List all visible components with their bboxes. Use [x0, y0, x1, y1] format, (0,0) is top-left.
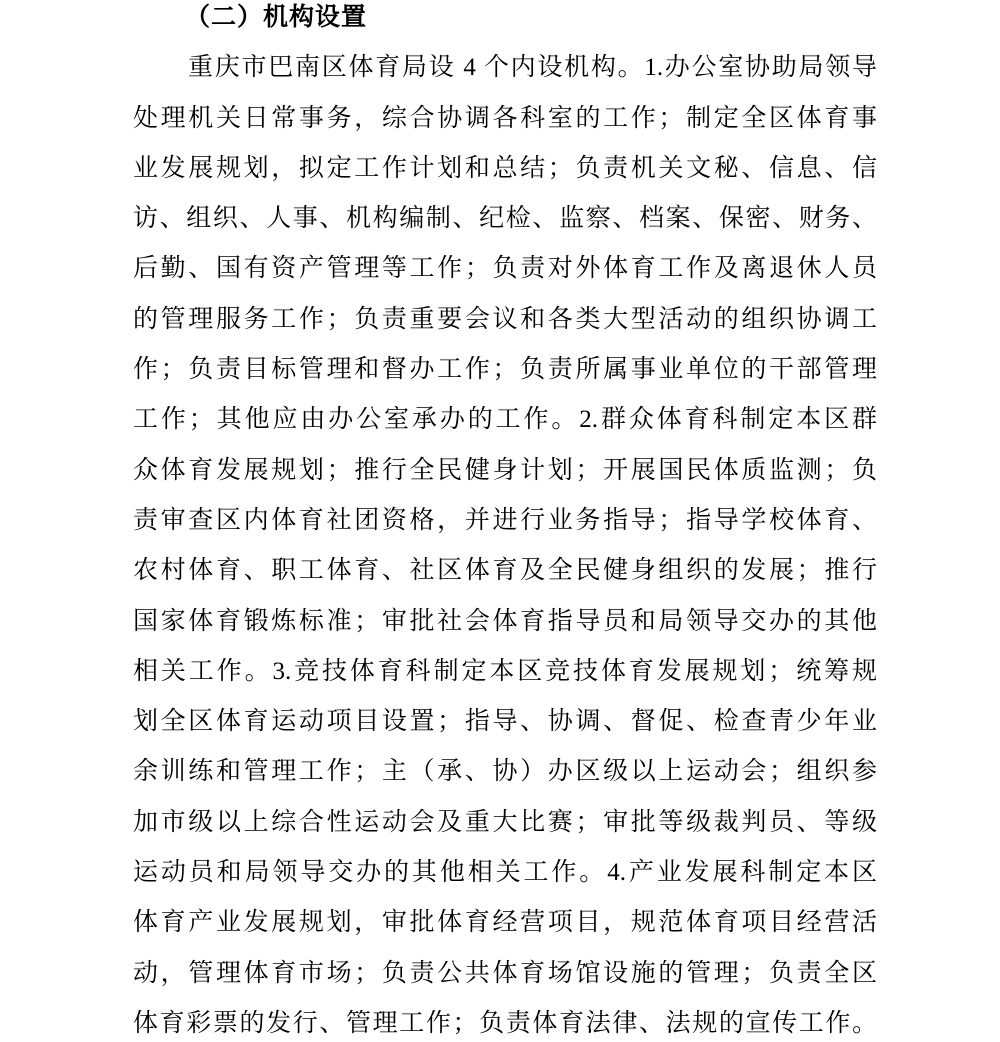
text-line: 业发展规划，拟定工作计划和总结；负责机关文秘、信息、信 [133, 154, 877, 182]
text-line: 余训练和管理工作；主（承、协）办区级以上运动会；组织参 [133, 758, 877, 786]
text-line: 工作；其他应由办公室承办的工作。2.群众体育科制定本区群 [133, 406, 877, 434]
text-line: 访、组织、人事、机构编制、纪检、监察、档案、保密、财务、 [133, 205, 877, 233]
text-line: 运动员和局领导交办的其他相关工作。4.产业发展科制定本区 [133, 859, 877, 887]
text-line: 处理机关日常事务，综合协调各科室的工作；制定全区体育事 [133, 104, 877, 132]
text-line: 重庆市巴南区体育局设 4 个内设机构。1.办公室协助局领导 [188, 54, 877, 82]
text-line: 众体育发展规划；推行全民健身计划；开展国民体质监测；负 [133, 456, 877, 484]
text-line: 后勤、国有资产管理等工作；负责对外体育工作及离退休人员 [133, 255, 877, 283]
text-line: 的管理服务工作；负责重要会议和各类大型活动的组织协调工 [133, 305, 877, 333]
text-line: 相关工作。3.竞技体育科制定本区竞技体育发展规划；统筹规 [133, 657, 877, 685]
text-line: 划全区体育运动项目设置；指导、协调、督促、检查青少年业 [133, 708, 877, 736]
section-heading: （二）机构设置 [185, 4, 368, 31]
text-line: 体育彩票的发行、管理工作；负责体育法律、法规的宣传工作。 [133, 1009, 877, 1037]
text-line: 责审查区内体育社团资格，并进行业务指导；指导学校体育、 [133, 506, 877, 534]
text-line: 农村体育、职工体育、社区体育及全民健身组织的发展；推行 [133, 557, 877, 585]
document-body [133, 0, 877, 1042]
text-line: 加市级以上综合性运动会及重大比赛；审批等级裁判员、等级 [133, 808, 877, 836]
text-line: 作；负责目标管理和督办工作；负责所属事业单位的干部管理 [133, 356, 877, 384]
text-line: 国家体育锻炼标准；审批社会体育指导员和局领导交办的其他 [133, 607, 877, 635]
text-line: 体育产业发展规划，审批体育经营项目，规范体育项目经营活 [133, 909, 877, 937]
text-line: 动，管理体育市场；负责公共体育场馆设施的管理；负责全区 [133, 959, 877, 987]
